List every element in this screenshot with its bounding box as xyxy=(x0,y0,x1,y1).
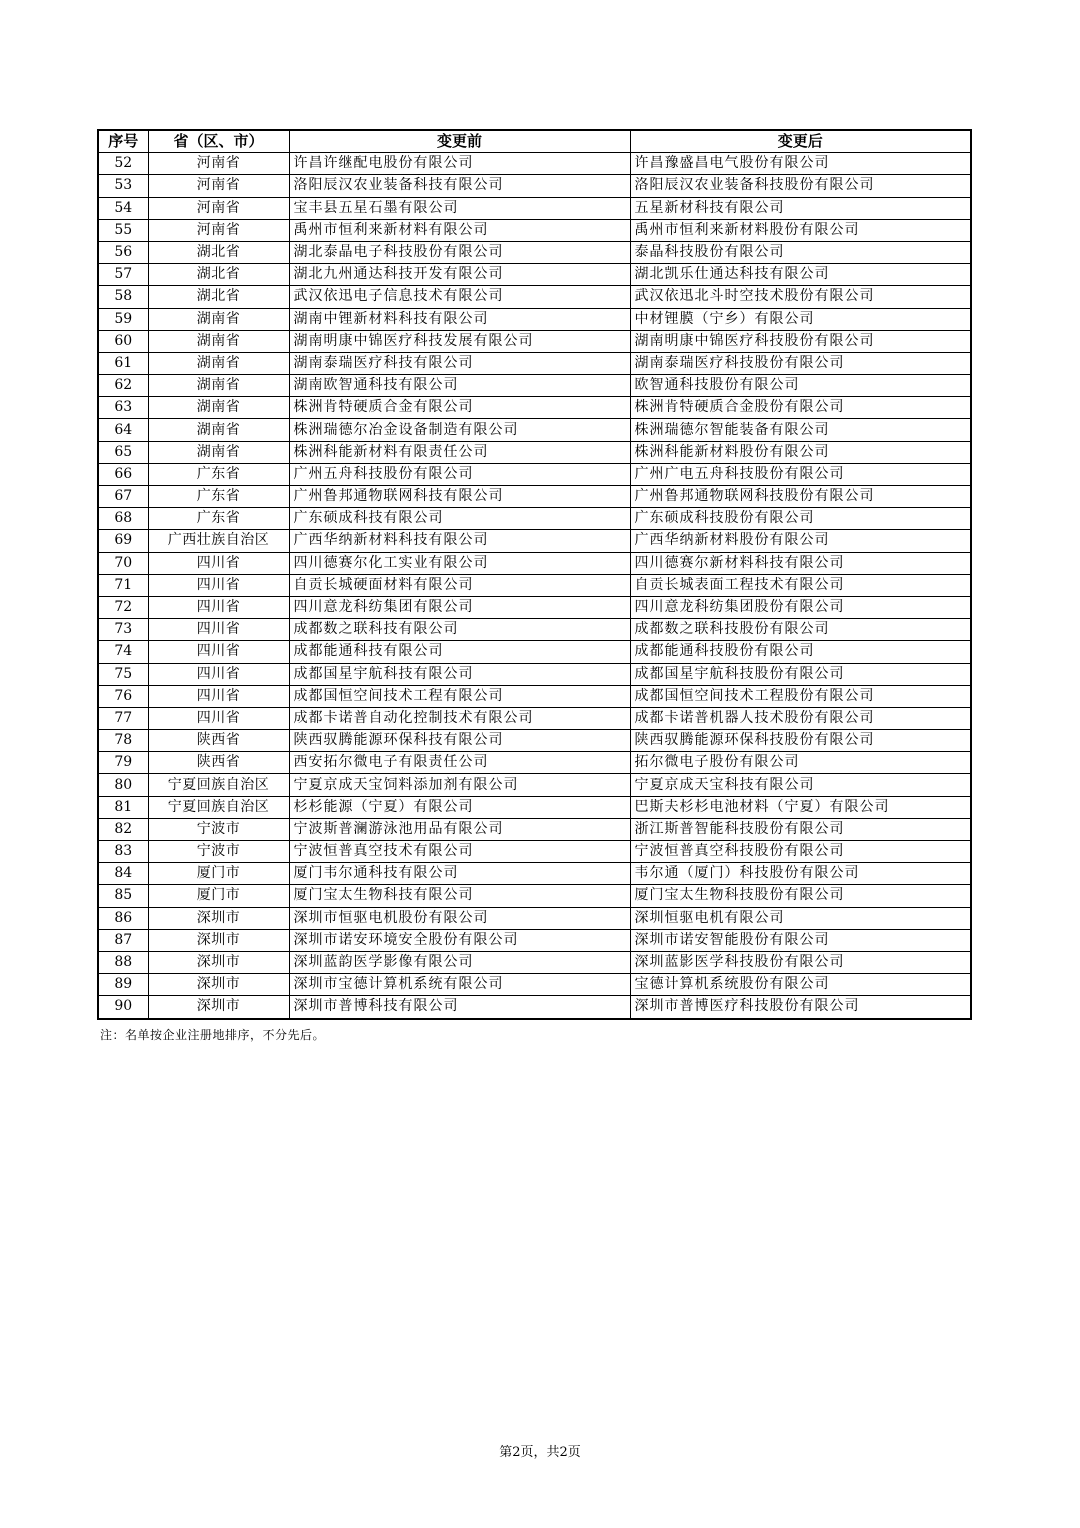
table-row xyxy=(98,774,971,796)
table-row xyxy=(98,707,971,729)
row-province: 陕西省 xyxy=(148,752,289,774)
row-name-after: 深圳恒驱电机有限公司 xyxy=(630,907,971,929)
table-row xyxy=(98,619,971,641)
row-name-before: 成都能通科技有限公司 xyxy=(289,641,630,663)
row-number: 62 xyxy=(98,375,148,397)
row-name-after: 许昌豫盛昌电气股份有限公司 xyxy=(630,153,971,175)
row-number: 65 xyxy=(98,441,148,463)
table-row xyxy=(98,264,971,286)
row-name-before: 湖南泰瑞医疗科技有限公司 xyxy=(289,352,630,374)
row-province: 河南省 xyxy=(148,197,289,219)
row-number: 72 xyxy=(98,596,148,618)
row-province: 湖南省 xyxy=(148,352,289,374)
table-header-row xyxy=(98,130,971,153)
table-row xyxy=(98,175,971,197)
row-name-before: 成都国恒空间技术工程有限公司 xyxy=(289,685,630,707)
row-name-after: 五星新材科技有限公司 xyxy=(630,197,971,219)
row-name-before: 成都数之联科技有限公司 xyxy=(289,619,630,641)
row-name-after: 深圳市诺安智能股份有限公司 xyxy=(630,929,971,951)
table-row xyxy=(98,574,971,596)
table-row xyxy=(98,486,971,508)
row-name-before: 深圳蓝韵医学影像有限公司 xyxy=(289,951,630,973)
row-province: 广东省 xyxy=(148,463,289,485)
row-province: 广东省 xyxy=(148,486,289,508)
table-row xyxy=(98,508,971,530)
row-name-after: 浙江斯普智能科技股份有限公司 xyxy=(630,818,971,840)
row-province: 深圳市 xyxy=(148,974,289,996)
table-row xyxy=(98,153,971,175)
row-province: 湖北省 xyxy=(148,264,289,286)
row-province: 宁夏回族自治区 xyxy=(148,796,289,818)
row-name-after: 宁夏京成天宝科技有限公司 xyxy=(630,774,971,796)
row-name-before: 陕西驭腾能源环保科技有限公司 xyxy=(289,730,630,752)
row-name-before: 杉杉能源（宁夏）有限公司 xyxy=(289,796,630,818)
row-name-after: 株洲科能新材料股份有限公司 xyxy=(630,441,971,463)
row-number: 57 xyxy=(98,264,148,286)
row-province: 四川省 xyxy=(148,663,289,685)
row-name-before: 株洲肯特硬质合金有限公司 xyxy=(289,397,630,419)
row-name-after: 泰晶科技股份有限公司 xyxy=(630,241,971,263)
row-province: 河南省 xyxy=(148,219,289,241)
row-name-after: 株洲肯特硬质合金股份有限公司 xyxy=(630,397,971,419)
row-name-after: 成都数之联科技股份有限公司 xyxy=(630,619,971,641)
row-name-before: 湖北泰晶电子科技股份有限公司 xyxy=(289,241,630,263)
row-name-after: 深圳蓝影医学科技股份有限公司 xyxy=(630,951,971,973)
row-name-after: 湖北凯乐仕通达科技有限公司 xyxy=(630,264,971,286)
row-number: 89 xyxy=(98,974,148,996)
row-name-before: 湖北九州通达科技开发有限公司 xyxy=(289,264,630,286)
row-number: 88 xyxy=(98,951,148,973)
row-name-after: 中材锂膜（宁乡）有限公司 xyxy=(630,308,971,330)
row-name-before: 广西华纳新材料科技有限公司 xyxy=(289,530,630,552)
table-row xyxy=(98,552,971,574)
table-row xyxy=(98,375,971,397)
table-row xyxy=(98,796,971,818)
row-number: 68 xyxy=(98,508,148,530)
row-province: 河南省 xyxy=(148,153,289,175)
row-name-before: 深圳市普博科技有限公司 xyxy=(289,996,630,1019)
row-province: 深圳市 xyxy=(148,996,289,1019)
row-number: 76 xyxy=(98,685,148,707)
table-row xyxy=(98,885,971,907)
table-row xyxy=(98,330,971,352)
row-name-before: 四川意龙科纺集团有限公司 xyxy=(289,596,630,618)
table-row xyxy=(98,197,971,219)
table-row xyxy=(98,730,971,752)
row-number: 84 xyxy=(98,863,148,885)
row-name-after: 湖南明康中锦医疗科技股份有限公司 xyxy=(630,330,971,352)
table-row xyxy=(98,219,971,241)
row-name-after: 禹州市恒利来新材料股份有限公司 xyxy=(630,219,971,241)
row-name-after: 韦尔通（厦门）科技股份有限公司 xyxy=(630,863,971,885)
row-name-before: 株洲瑞德尔冶金设备制造有限公司 xyxy=(289,419,630,441)
table-row xyxy=(98,596,971,618)
row-number: 61 xyxy=(98,352,148,374)
row-number: 71 xyxy=(98,574,148,596)
row-name-before: 四川德赛尔化工实业有限公司 xyxy=(289,552,630,574)
row-name-after: 宁波恒普真空科技股份有限公司 xyxy=(630,841,971,863)
row-name-after: 武汉依迅北斗时空技术股份有限公司 xyxy=(630,286,971,308)
row-name-after: 自贡长城表面工程技术有限公司 xyxy=(630,574,971,596)
row-number: 77 xyxy=(98,707,148,729)
row-number: 63 xyxy=(98,397,148,419)
row-province: 宁波市 xyxy=(148,841,289,863)
row-name-after: 广州广电五舟科技股份有限公司 xyxy=(630,463,971,485)
row-number: 67 xyxy=(98,486,148,508)
row-number: 73 xyxy=(98,619,148,641)
row-province: 湖北省 xyxy=(148,286,289,308)
row-province: 深圳市 xyxy=(148,907,289,929)
row-name-after: 成都国星宇航科技股份有限公司 xyxy=(630,663,971,685)
table-row xyxy=(98,996,971,1019)
row-province: 湖南省 xyxy=(148,308,289,330)
row-number: 81 xyxy=(98,796,148,818)
row-name-before: 宁夏京成天宝饲料添加剂有限公司 xyxy=(289,774,630,796)
row-number: 70 xyxy=(98,552,148,574)
row-number: 86 xyxy=(98,907,148,929)
row-province: 宁波市 xyxy=(148,818,289,840)
row-name-after: 宝德计算机系统股份有限公司 xyxy=(630,974,971,996)
row-number: 85 xyxy=(98,885,148,907)
row-name-after: 欧智通科技股份有限公司 xyxy=(630,375,971,397)
row-province: 四川省 xyxy=(148,596,289,618)
row-number: 66 xyxy=(98,463,148,485)
table-row xyxy=(98,818,971,840)
row-number: 58 xyxy=(98,286,148,308)
row-name-before: 禹州市恒利来新材料有限公司 xyxy=(289,219,630,241)
table-row xyxy=(98,841,971,863)
row-province: 四川省 xyxy=(148,574,289,596)
row-name-before: 武汉依迅电子信息技术有限公司 xyxy=(289,286,630,308)
row-name-before: 成都国星宇航科技有限公司 xyxy=(289,663,630,685)
row-province: 四川省 xyxy=(148,552,289,574)
table-row xyxy=(98,907,971,929)
row-name-before: 宁波恒普真空技术有限公司 xyxy=(289,841,630,863)
row-name-after: 巴斯夫杉杉电池材料（宁夏）有限公司 xyxy=(630,796,971,818)
row-number: 87 xyxy=(98,929,148,951)
table-row xyxy=(98,419,971,441)
table-row xyxy=(98,641,971,663)
row-number: 54 xyxy=(98,197,148,219)
row-province: 湖南省 xyxy=(148,375,289,397)
row-number: 64 xyxy=(98,419,148,441)
row-name-before: 自贡长城硬面材料有限公司 xyxy=(289,574,630,596)
row-name-after: 深圳市普博医疗科技股份有限公司 xyxy=(630,996,971,1019)
page-footer: 第2页，共2页 xyxy=(499,1445,581,1460)
row-province: 深圳市 xyxy=(148,951,289,973)
row-province: 湖南省 xyxy=(148,397,289,419)
row-name-before: 深圳市恒驱电机股份有限公司 xyxy=(289,907,630,929)
row-number: 80 xyxy=(98,774,148,796)
row-name-after: 株洲瑞德尔智能装备有限公司 xyxy=(630,419,971,441)
row-province: 湖南省 xyxy=(148,441,289,463)
row-name-before: 广东硕成科技有限公司 xyxy=(289,508,630,530)
row-number: 55 xyxy=(98,219,148,241)
header-province: 省（区、市） xyxy=(148,130,289,153)
row-number: 59 xyxy=(98,308,148,330)
row-name-after: 广西华纳新材料股份有限公司 xyxy=(630,530,971,552)
row-number: 53 xyxy=(98,175,148,197)
row-number: 90 xyxy=(98,996,148,1019)
table-row xyxy=(98,663,971,685)
row-number: 82 xyxy=(98,818,148,840)
row-province: 厦门市 xyxy=(148,863,289,885)
row-name-after: 拓尔微电子股份有限公司 xyxy=(630,752,971,774)
row-name-after: 厦门宝太生物科技股份有限公司 xyxy=(630,885,971,907)
header-before: 变更前 xyxy=(289,130,630,153)
row-province: 陕西省 xyxy=(148,730,289,752)
row-name-after: 洛阳辰汉农业装备科技股份有限公司 xyxy=(630,175,971,197)
row-number: 79 xyxy=(98,752,148,774)
row-name-before: 洛阳辰汉农业装备科技有限公司 xyxy=(289,175,630,197)
row-name-after: 四川德赛尔新材料科技有限公司 xyxy=(630,552,971,574)
row-number: 74 xyxy=(98,641,148,663)
row-number: 69 xyxy=(98,530,148,552)
row-name-before: 湖南欧智通科技有限公司 xyxy=(289,375,630,397)
row-name-before: 株洲科能新材料有限责任公司 xyxy=(289,441,630,463)
header-no: 序号 xyxy=(98,130,148,153)
row-name-after: 陕西驭腾能源环保科技股份有限公司 xyxy=(630,730,971,752)
row-province: 厦门市 xyxy=(148,885,289,907)
row-number: 75 xyxy=(98,663,148,685)
row-name-after: 成都卡诺普机器人技术股份有限公司 xyxy=(630,707,971,729)
row-province: 湖南省 xyxy=(148,330,289,352)
row-province: 湖北省 xyxy=(148,241,289,263)
row-name-after: 成都能通科技股份有限公司 xyxy=(630,641,971,663)
table-row xyxy=(98,685,971,707)
row-name-before: 广州五舟科技股份有限公司 xyxy=(289,463,630,485)
row-name-before: 宁波斯普澜游泳池用品有限公司 xyxy=(289,818,630,840)
row-name-before: 厦门韦尔通科技有限公司 xyxy=(289,863,630,885)
row-name-after: 广东硕成科技股份有限公司 xyxy=(630,508,971,530)
table-row xyxy=(98,951,971,973)
row-name-after: 湖南泰瑞医疗科技股份有限公司 xyxy=(630,352,971,374)
row-province: 四川省 xyxy=(148,619,289,641)
row-province: 深圳市 xyxy=(148,929,289,951)
row-name-before: 西安拓尔微电子有限责任公司 xyxy=(289,752,630,774)
table-row xyxy=(98,286,971,308)
row-province: 宁夏回族自治区 xyxy=(148,774,289,796)
row-number: 56 xyxy=(98,241,148,263)
row-name-before: 厦门宝太生物科技有限公司 xyxy=(289,885,630,907)
row-name-before: 宝丰县五星石墨有限公司 xyxy=(289,197,630,219)
table-row xyxy=(98,463,971,485)
row-name-after: 成都国恒空间技术工程股份有限公司 xyxy=(630,685,971,707)
table-row xyxy=(98,241,971,263)
table-row xyxy=(98,352,971,374)
table-row xyxy=(98,397,971,419)
row-number: 60 xyxy=(98,330,148,352)
table-row xyxy=(98,974,971,996)
table-row xyxy=(98,929,971,951)
row-name-before: 湖南明康中锦医疗科技发展有限公司 xyxy=(289,330,630,352)
row-number: 52 xyxy=(98,153,148,175)
row-province: 河南省 xyxy=(148,175,289,197)
row-number: 83 xyxy=(98,841,148,863)
row-province: 四川省 xyxy=(148,685,289,707)
table-note: 注：名单按企业注册地排序，不分先后。 xyxy=(100,1028,326,1042)
row-name-after: 广州鲁邦通物联网科技股份有限公司 xyxy=(630,486,971,508)
table-row xyxy=(98,308,971,330)
row-name-before: 湖南中锂新材料科技有限公司 xyxy=(289,308,630,330)
company-name-change-table xyxy=(97,129,972,1020)
row-name-before: 成都卡诺普自动化控制技术有限公司 xyxy=(289,707,630,729)
table-row xyxy=(98,441,971,463)
row-province: 四川省 xyxy=(148,641,289,663)
row-name-after: 四川意龙科纺集团股份有限公司 xyxy=(630,596,971,618)
table-row xyxy=(98,530,971,552)
row-name-before: 许昌许继配电股份有限公司 xyxy=(289,153,630,175)
row-number: 78 xyxy=(98,730,148,752)
row-province: 广东省 xyxy=(148,508,289,530)
row-name-before: 深圳市诺安环境安全股份有限公司 xyxy=(289,929,630,951)
table-row xyxy=(98,752,971,774)
row-province: 湖南省 xyxy=(148,419,289,441)
row-province: 广西壮族自治区 xyxy=(148,530,289,552)
row-name-before: 深圳市宝德计算机系统有限公司 xyxy=(289,974,630,996)
row-province: 四川省 xyxy=(148,707,289,729)
table-row xyxy=(98,863,971,885)
row-name-before: 广州鲁邦通物联网科技有限公司 xyxy=(289,486,630,508)
header-after: 变更后 xyxy=(630,130,971,153)
